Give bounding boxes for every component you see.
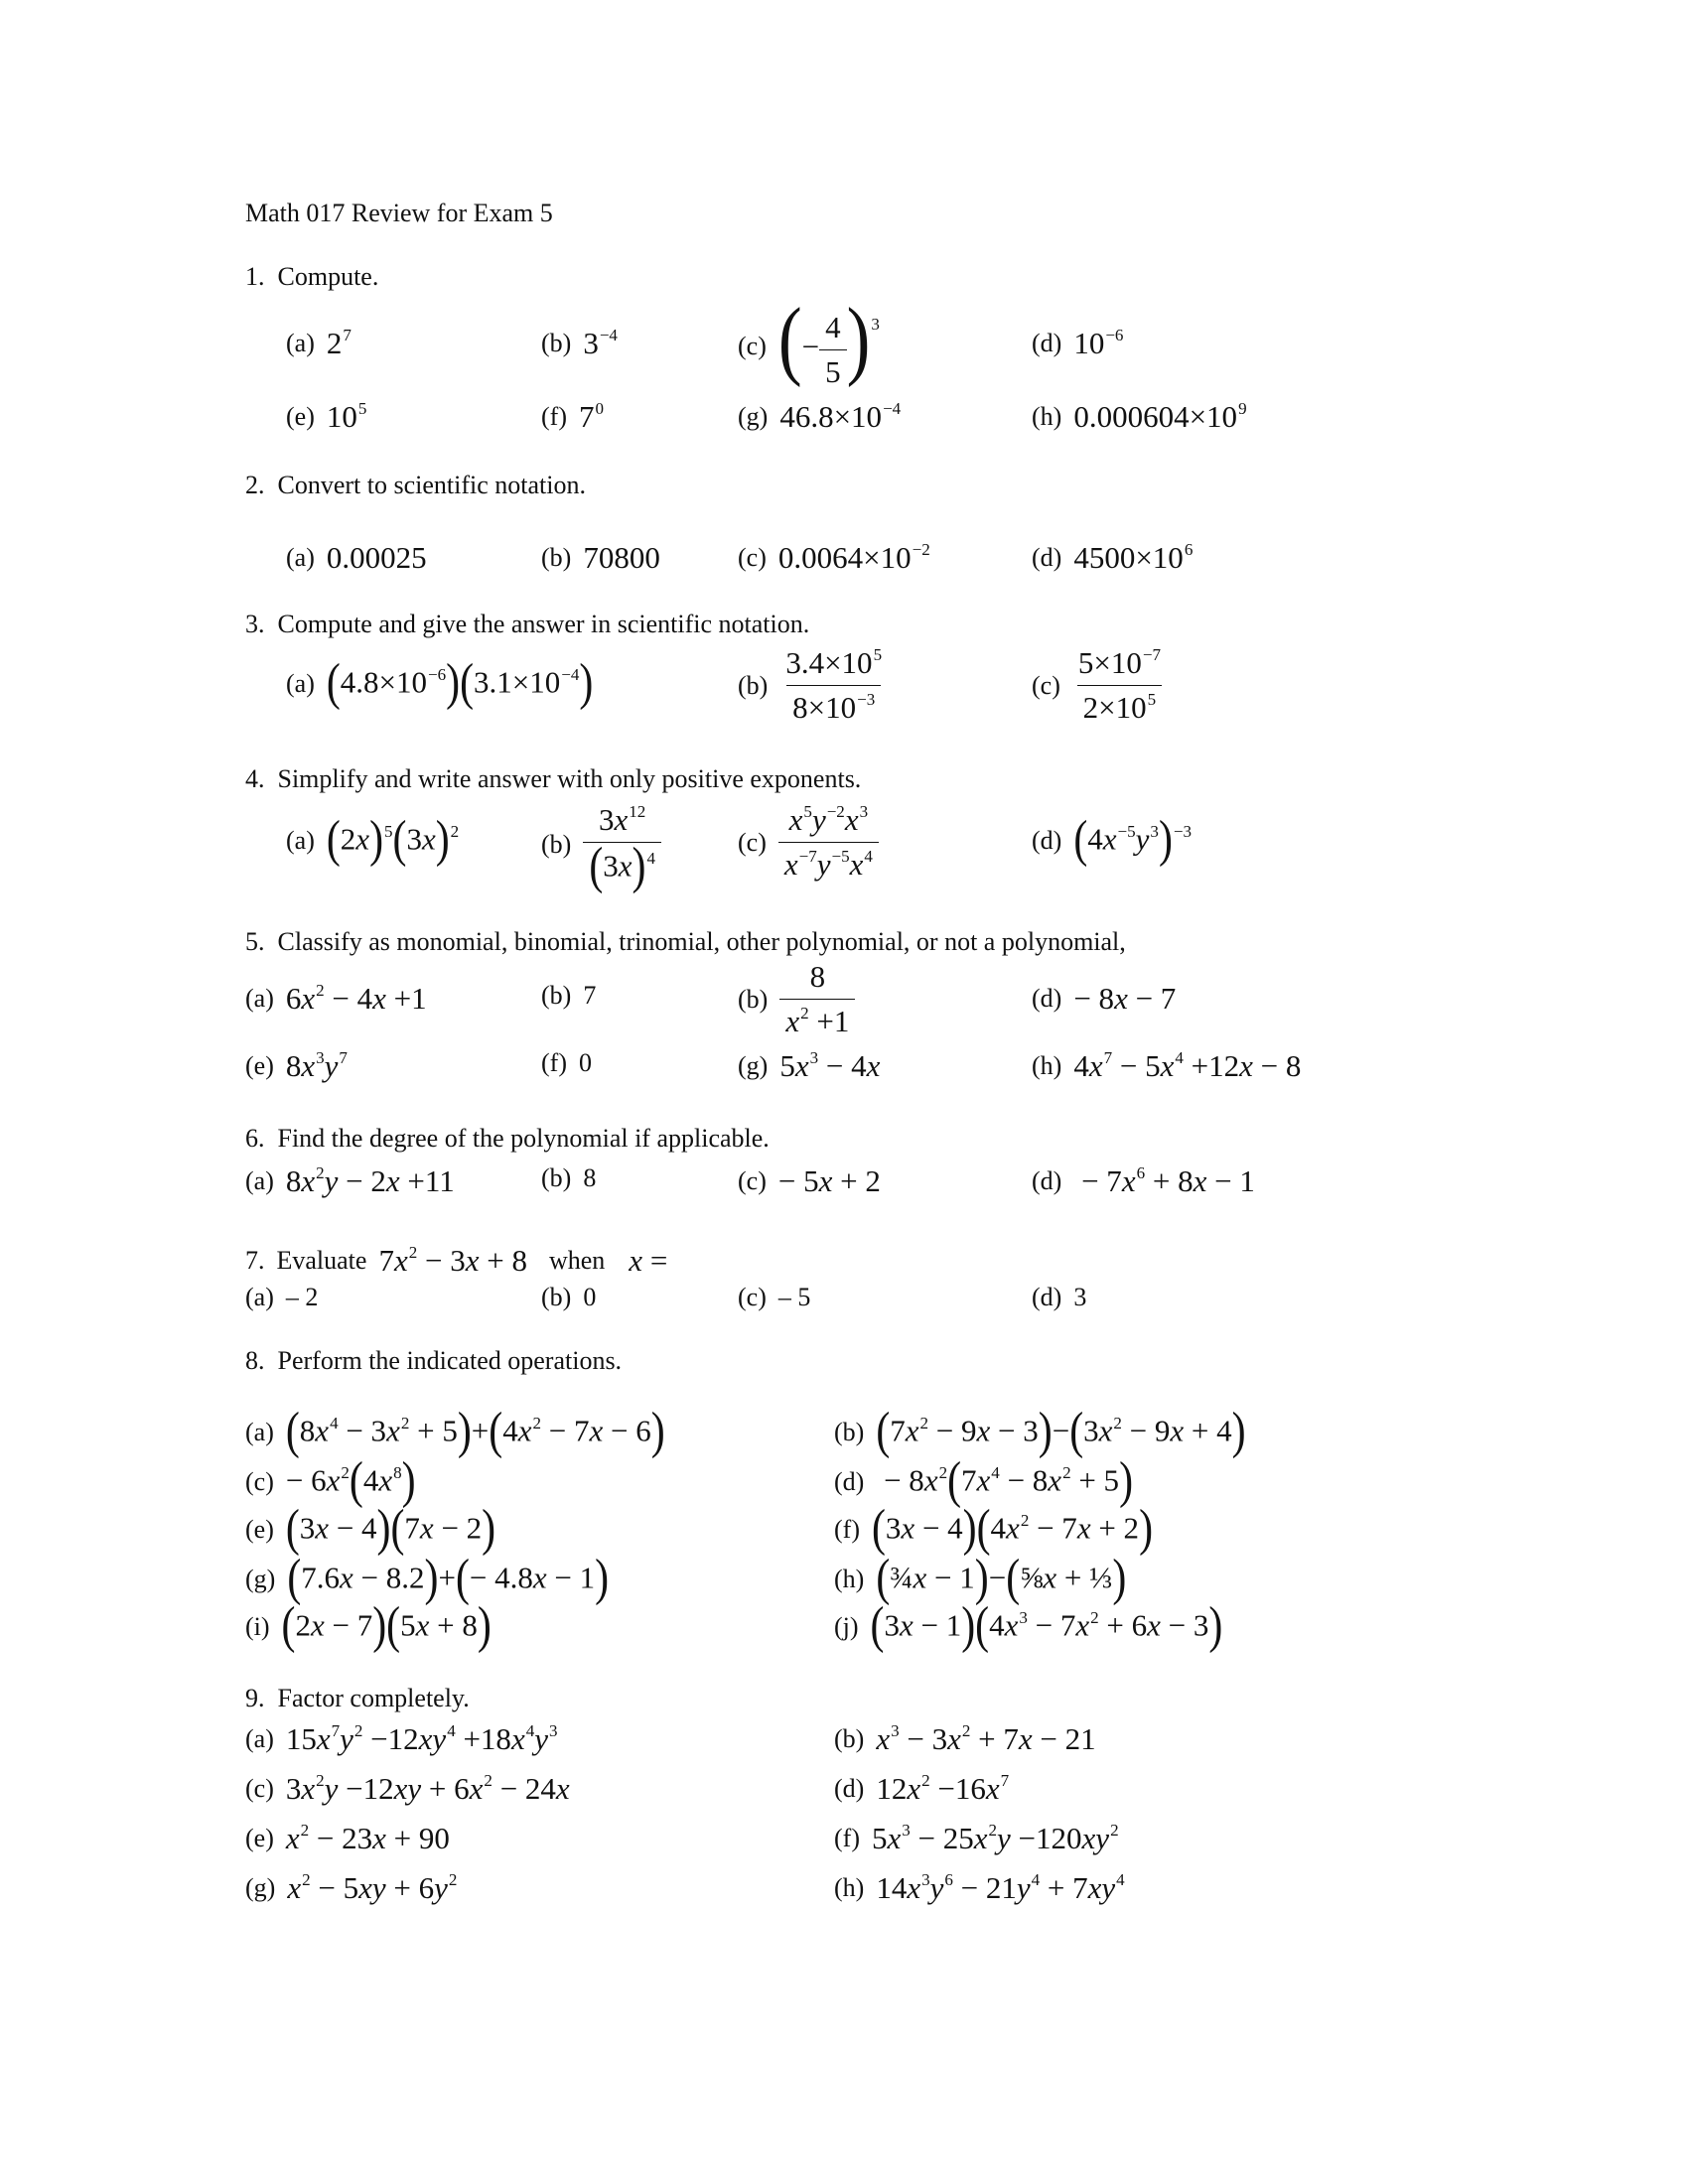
section-prompt: Simplify and write answer with only positive exponents. — [277, 764, 862, 793]
item-label: (c) — [738, 1166, 767, 1195]
math-expression: $(4.8\times 10^{-6})(3.1\times 10^{-4})$ — [326, 654, 594, 712]
item-label: (a) — [245, 984, 274, 1013]
item-label: (b) — [834, 1417, 865, 1446]
problem-9a — [245, 1721, 558, 1757]
item-label: (b) — [541, 543, 572, 572]
problem-9b — [834, 1721, 1096, 1757]
item-label: (a) — [245, 1417, 274, 1446]
when-text: when — [548, 1246, 606, 1275]
item-label: (h) — [834, 1873, 865, 1902]
problem-9h — [834, 1870, 1125, 1906]
math-expression: $4x^7 - 5x^4 +12x - 8$ — [1073, 1048, 1302, 1083]
problem-5e — [245, 1048, 348, 1084]
variable-label: x = — [629, 1243, 668, 1278]
section-number: 8. — [245, 1346, 265, 1375]
item-label: (g) — [245, 1873, 276, 1902]
problem-2d — [1032, 540, 1193, 576]
item-label: (a) — [286, 543, 315, 572]
problem-7b — [541, 1283, 596, 1312]
math-expression: − $8x^2(7x^4 - 8x^2 + 5)$ — [876, 1452, 1133, 1510]
section-prompt: Perform the indicated operations. — [277, 1346, 623, 1375]
section-prompt: Find the degree of the polynomial if applicable. — [277, 1124, 770, 1153]
problem-5a — [245, 981, 427, 1017]
section-number: 6. — [245, 1124, 265, 1153]
item-label: (d) — [1032, 1166, 1062, 1195]
section-4-heading — [245, 764, 861, 794]
math-expression: $(3x - 1)(4x^3 - 7x^2 + 6x - 3)$ — [870, 1597, 1223, 1655]
item-label: (c) — [738, 543, 767, 572]
math-expression: $10^5$ — [326, 399, 367, 434]
problem-1d — [1032, 326, 1123, 361]
item-label: (b) — [541, 1163, 572, 1192]
section-prompt: Evaluate — [276, 1246, 367, 1275]
section-prompt: Classify as monomial, binomial, trinomial, other polynomial, or not a polynomial, — [277, 927, 1126, 956]
problem-6c — [738, 1163, 881, 1199]
item-label: (b) — [738, 670, 769, 700]
math-expression: $8x^2y - 2x +11$ — [285, 1163, 455, 1198]
math-expression: 8 — [583, 1163, 597, 1192]
problem-6b — [541, 1163, 596, 1193]
math-expression: $5x^3 - 4x$ — [779, 1048, 881, 1083]
problem-1a — [286, 326, 352, 361]
problem-8c — [245, 1452, 416, 1510]
math-expression: (7.6x − 8.2)+(− 4.8x − 1) — [287, 1550, 610, 1607]
math-expression: $\frac{8}{x^2 +1}$ — [779, 959, 855, 1039]
item-label: (g) — [245, 1564, 276, 1593]
problem-9f — [834, 1821, 1119, 1856]
item-label: (g) — [738, 1051, 769, 1080]
math-expression: $6x^2 - 4x +1$ — [285, 981, 427, 1016]
item-label: (h) — [834, 1564, 865, 1593]
problem-9c — [245, 1771, 570, 1807]
math-expression: 7 — [583, 981, 597, 1010]
section-1-heading — [245, 262, 378, 292]
item-value: – 5 — [777, 1283, 811, 1311]
item-label: (a) — [245, 1166, 274, 1195]
item-label: (c) — [738, 1283, 767, 1311]
problem-1f — [541, 399, 604, 435]
math-expression: (3x − 4)(7x − 2) — [285, 1500, 496, 1558]
item-value: 0 — [583, 1283, 597, 1311]
problem-5d — [1032, 981, 1176, 1017]
problem-4c — [738, 802, 879, 883]
math-expression: $12x^2 -16x^7$ — [876, 1771, 1010, 1806]
item-label: (f) — [834, 1514, 860, 1544]
item-label: (a) — [286, 825, 315, 855]
math-expression: − 5x + 2 — [777, 1163, 881, 1198]
math-expression: $7^0$ — [578, 399, 604, 434]
math-expression: $(7x^2 - 9x - 3)-(3x^2 - 9x + 4)$ — [876, 1403, 1246, 1460]
problem-8h — [834, 1550, 1127, 1607]
item-label: (d) — [1032, 1283, 1062, 1311]
problem-9d — [834, 1771, 1009, 1807]
section-number: 3. — [245, 610, 265, 638]
problem-8g — [245, 1550, 610, 1607]
math-expression: (¾x − 1)−(⅝x + ⅓) — [876, 1550, 1127, 1607]
problem-8j — [834, 1597, 1223, 1655]
item-label: (c) — [738, 332, 767, 361]
problem-7a — [245, 1283, 318, 1312]
section-8-heading — [245, 1346, 622, 1376]
math-expression: $x^2 - 5xy + 6y^2$ — [287, 1870, 458, 1905]
math-expression: $(8x^4 - 3x^2 + 5)+(4x^2 - 7x - 6)$ — [285, 1403, 665, 1460]
item-value: – 2 — [285, 1283, 319, 1311]
section-prompt: Factor completely. — [277, 1684, 470, 1712]
math-expression: $3^{-4}$ — [583, 326, 618, 360]
document-title: Math 017 Review for Exam 5 — [245, 199, 553, 227]
problem-5f — [541, 1048, 592, 1078]
item-label: (c) — [738, 827, 767, 857]
item-label: (a) — [245, 1724, 274, 1753]
section-2-heading — [245, 471, 586, 500]
math-expression: $46.8\times 10^{-4}$ — [779, 399, 902, 434]
problem-2c — [738, 540, 930, 576]
item-label: (c) — [1032, 670, 1060, 700]
problem-3b — [738, 645, 888, 726]
math-expression: $\frac{3x^{12}}{(3x)^4}$ — [583, 802, 661, 888]
section-number: 5. — [245, 927, 265, 956]
math-expression: $\frac{5\times 10^{-7}}{2\times 10^5}$ — [1077, 645, 1161, 725]
problem-3c — [1032, 645, 1167, 726]
problem-5h — [1032, 1048, 1301, 1084]
math-expression: $8x^3y^7$ — [285, 1048, 348, 1083]
math-expression: $2^7$ — [326, 326, 352, 360]
item-label: (d) — [1032, 543, 1062, 572]
problem-6a — [245, 1163, 455, 1199]
math-expression: $15x^7y^2 -12xy^4 +18x^4y^3$ — [285, 1721, 558, 1756]
item-label: (b) — [541, 1283, 572, 1311]
math-expression: $7x^2 - 3x + 8$ — [378, 1243, 527, 1278]
section-number: 1. — [245, 262, 265, 291]
math-expression: $5x^3 - 25x^2y -120xy^2$ — [871, 1821, 1119, 1855]
section-number: 9. — [245, 1684, 265, 1712]
item-label: (e) — [245, 1051, 274, 1080]
math-expression: $3x^2y -12xy + 6x^2 - 24x$ — [285, 1771, 570, 1806]
math-expression: $\frac{x^5y^{-2}x^3}{x^{-7}y^{-5}x^4}$ — [778, 802, 879, 883]
math-expression: (2x − 7)(5x + 8) — [281, 1597, 492, 1655]
item-label: (b) — [541, 981, 572, 1010]
item-label: (d) — [1032, 825, 1062, 855]
problem-8d — [834, 1452, 1133, 1510]
section-3-heading — [245, 610, 809, 639]
problem-8f — [834, 1500, 1153, 1558]
problem-5b — [541, 981, 596, 1011]
problem-4d — [1032, 811, 1192, 869]
section-prompt: Compute and give the answer in scientific notation. — [277, 610, 810, 638]
problem-4a — [286, 811, 460, 869]
math-expression: $(4x^{-5}y^3)^{-3}$ — [1073, 811, 1192, 869]
item-label: (d) — [834, 1774, 865, 1803]
item-label: (f) — [541, 1048, 567, 1077]
item-label: (c) — [245, 1774, 274, 1803]
item-label: (a) — [245, 1283, 274, 1311]
problem-1b — [541, 326, 618, 361]
problem-9e — [245, 1821, 450, 1856]
problem-2a — [286, 540, 427, 576]
math-expression: $(3x - 4)(4x^2 - 7x + 2)$ — [871, 1500, 1153, 1558]
problem-1e — [286, 399, 366, 435]
problem-7c — [738, 1283, 810, 1312]
math-expression: $14x^3y^6 - 21y^4 + 7xy^4$ — [876, 1870, 1125, 1905]
problem-5c — [738, 959, 855, 1039]
item-label: (e) — [245, 1514, 274, 1544]
section-prompt: Compute. — [277, 262, 379, 291]
item-label: (c) — [245, 1466, 274, 1496]
math-expression: $x^3 - 3x^2 + 7x - 21$ — [876, 1721, 1096, 1756]
section-9-heading — [245, 1684, 470, 1713]
item-label: (b) — [738, 984, 769, 1014]
section-prompt: Convert to scientific notation. — [277, 471, 586, 499]
problem-1h — [1032, 399, 1247, 435]
problem-7d — [1032, 1283, 1086, 1312]
math-expression: − $7x^6 + 8x - 1$ — [1073, 1163, 1255, 1198]
item-label: (j) — [834, 1611, 859, 1641]
math-expression: (− $\frac{4}{5}$ )$^3$ — [777, 290, 880, 389]
problem-5g — [738, 1048, 880, 1084]
math-expression: − $6x^2(4x^8)$ — [285, 1452, 416, 1510]
item-label: (g) — [738, 402, 769, 431]
section-number: 4. — [245, 764, 265, 793]
item-label: (b) — [834, 1724, 865, 1753]
math-expression: $0.000604\times 10^9$ — [1073, 399, 1247, 434]
math-expression: $10^{-6}$ — [1073, 326, 1124, 360]
item-value: 3 — [1073, 1283, 1087, 1311]
item-label: (d) — [1032, 329, 1062, 357]
item-label: (e) — [245, 1824, 274, 1852]
item-label: (i) — [245, 1611, 270, 1641]
item-label: (a) — [286, 329, 315, 357]
section-5-heading — [245, 927, 1126, 957]
problem-1c — [738, 290, 880, 390]
math-expression: $\frac{3.4\times 10^5}{8\times 10^{-3}}$ — [785, 645, 883, 725]
problem-8b — [834, 1403, 1246, 1460]
math-expression: 0.00025 — [326, 540, 427, 575]
math-expression: $4500\times 10^6$ — [1073, 540, 1194, 575]
section-number: 7. — [245, 1246, 265, 1275]
problem-3a — [286, 654, 594, 712]
item-label: (e) — [286, 402, 315, 431]
section-6-heading — [245, 1124, 770, 1154]
math-expression: − 8x − 7 — [1073, 981, 1177, 1016]
math-expression: $0.0064\times 10^{-2}$ — [777, 540, 930, 575]
item-label: (d) — [1032, 984, 1062, 1013]
item-label: (f) — [541, 402, 567, 431]
math-expression: $(2x)^5(3x)^2$ — [326, 811, 460, 869]
item-label: (f) — [834, 1824, 860, 1852]
item-label: (a) — [286, 668, 315, 698]
item-label: (h) — [1032, 402, 1062, 431]
problem-8a — [245, 1403, 665, 1460]
problem-2b — [541, 540, 660, 576]
math-expression: 0 — [578, 1048, 592, 1077]
problem-6d — [1032, 1163, 1255, 1199]
item-label: (h) — [1032, 1051, 1062, 1080]
problem-1g — [738, 399, 901, 435]
problem-4b — [541, 802, 661, 895]
problem-8i — [245, 1597, 492, 1655]
math-expression: $x^2 - 23x + 90$ — [285, 1821, 450, 1855]
section-7-heading — [245, 1243, 667, 1279]
item-label: (b) — [541, 830, 572, 860]
item-label: (d) — [834, 1466, 865, 1496]
problem-9g — [245, 1870, 457, 1906]
problem-8e — [245, 1500, 496, 1558]
section-number: 2. — [245, 471, 265, 499]
item-label: (b) — [541, 329, 572, 357]
math-expression: 70800 — [583, 540, 660, 575]
